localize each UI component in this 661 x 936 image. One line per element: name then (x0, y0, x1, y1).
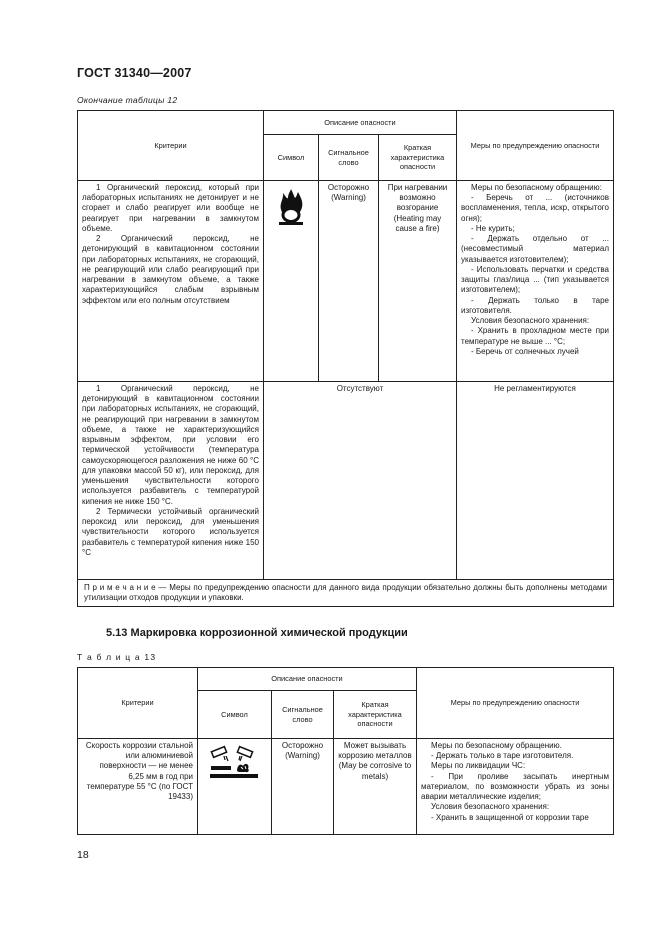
precaution-item: - Держать только в таре изготовителя. (461, 295, 609, 315)
header-symbol: Символ (264, 135, 319, 181)
hazard-description-absent: Отсутствуют (264, 382, 457, 580)
header-hazard-statement: Краткая характеристика опасности (379, 135, 457, 181)
header-symbol: Символ (198, 691, 272, 739)
table12-note: П р и м е ч а н и е — Меры по предупреждению опасности для данного вида продукции обязательно должны быть дополнены методами утилизации отходов продукции и упаковки. (78, 580, 614, 607)
precaution-item: Условия безопасного хранения: (471, 316, 590, 326)
table-row (78, 739, 614, 835)
criteria-text: Скорость коррозии стальной или алюминиевой поверхности — не менее 6,25 мм в год при температуре 55 °С (по ГОСТ 19433) (78, 739, 198, 835)
table-row (78, 382, 614, 580)
precaution-item: Меры по безопасному обращению: (471, 183, 602, 192)
page-number: 18 (77, 849, 89, 861)
header-hazard-description: Описание опасности (264, 111, 457, 135)
document-title: ГОСТ 31340—2007 (77, 66, 192, 80)
criteria-text: 2 Органический пероксид, не детонирующий в кавитационном состоянии при лабораторных испытаниях, не сгорающий, не реагирующий или слабо реагирующий при нагревании в замкнутом объеме, а также характеризующийся слабым взрывным эффектом или его полным отсутствием (82, 234, 259, 305)
precaution-item: - Держать только в таре изготовителя. (431, 751, 574, 761)
header-precautions: Меры по предупреждению опасности (457, 111, 614, 181)
header-precautions: Меры по предупреждению опасности (417, 668, 614, 739)
criteria-text: 2 Термически устойчивый органический пероксид или пероксид, для уменьшения чувствительности которого используется разбавитель с температурой кипения ниже 150 °С (82, 506, 259, 557)
signal-word: Осторожно (Warning) (272, 739, 334, 835)
table-13 (77, 667, 614, 835)
precaution-item: - Хранить в защищенной от коррозии таре (431, 812, 589, 822)
signal-word: Осторожно (Warning) (319, 181, 379, 382)
precaution-item: - Не курить; (471, 223, 515, 233)
header-signal-word: Сигнальное слово (272, 691, 334, 739)
criteria-text: 1 Органический пероксид, который при лабораторных испытаниях не детонирует и не сгорает и слабо реагирует или вообще не реагирует при нагревании в замкнутом объеме. (82, 183, 259, 233)
flame-over-circle-icon (276, 189, 306, 227)
precaution-item: - Использовать перчатки и средства защиты глаз/лица ... (тип указывается изготовителем); (461, 264, 609, 295)
section-heading: 5.13 Маркировка коррозионной химической продукции (106, 627, 408, 639)
hazard-statement: Может вызывать коррозию металлов (May be corrosive to metals) (334, 739, 417, 835)
corrosion-icon (210, 743, 260, 779)
header-signal-word: Сигнальное слово (319, 135, 379, 181)
precaution-item: - Хранить в прохладном месте при температуре не выше ... °С; (461, 326, 609, 346)
header-hazard-statement: Краткая характеристика опасности (334, 691, 417, 739)
table13-caption: Т а б л и ц а 13 (77, 652, 157, 662)
precaution-item: Условия безопасного хранения: (431, 802, 550, 812)
header-hazard-description: Описание опасности (198, 668, 417, 691)
table-row (78, 181, 614, 382)
table-12 (77, 110, 614, 607)
precaution-item: Меры по безопасному обращению. (431, 741, 562, 750)
precaution-item: - Беречь от солнечных лучей (471, 346, 579, 356)
hazard-statement: При нагревании возможно возгорание (Heating may cause a fire) (379, 181, 457, 382)
header-criteria: Критерии (78, 668, 198, 739)
precaution-item: Меры по ликвидации ЧС: (431, 761, 526, 771)
table12-caption: Окончание таблицы 12 (77, 95, 178, 105)
precautions-not-regulated: Не регламентируются (457, 382, 614, 580)
header-criteria: Критерии (78, 111, 264, 181)
precaution-item: - Держать отдельно от ... (несовместимый материал указывается изготовителем); (461, 234, 609, 264)
precaution-item: - При проливе засыпать инертным материалом, по возможности убрать из зоны аварии металлические изделия; (421, 771, 609, 802)
criteria-text: 1 Органический пероксид, не детонирующий в кавитационном состоянии при лабораторных испытаниях, не сгорающий, не реагирующий при нагревании в замкнутом объеме, а также не характеризующийся взрывным эффектом, при условии его термической устойчивости (температура самоускоряющегося разложения не ниже 60 °С для упаковки массой 50 кг), или пероксид, для уменьшения чувствительности которого используется разбавитель с температурой кипения не ниже 150 °С. (82, 384, 259, 506)
precaution-item: - Беречь от ... (источников воспламенения, тепла, искр, открытого огня); (461, 193, 609, 223)
